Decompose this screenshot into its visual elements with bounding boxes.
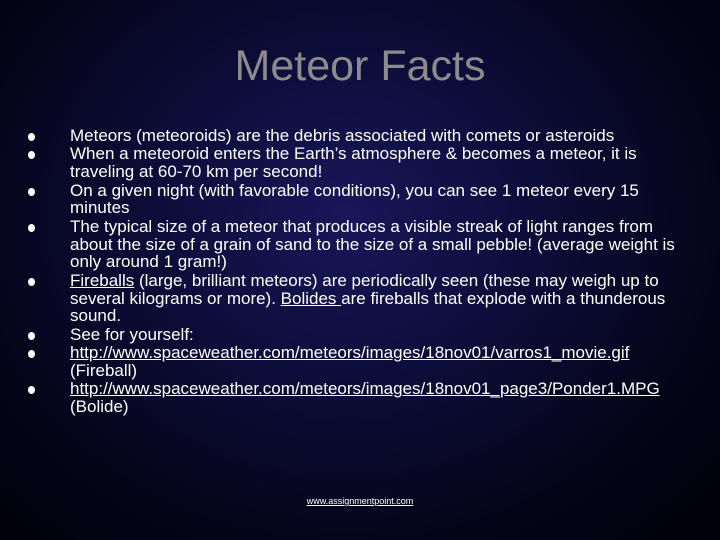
bullet-dot-icon bbox=[28, 224, 35, 232]
bullet-item bbox=[22, 218, 692, 271]
bullet-dot-icon bbox=[28, 386, 35, 394]
bullet-dot-icon bbox=[28, 332, 35, 340]
slide-title: Meteor Facts bbox=[234, 42, 486, 90]
fireball-video-link[interactable]: http://www.spaceweather.com/meteors/images/18nov01/varros1_movie.gif bbox=[70, 343, 630, 363]
bullet-dot-icon bbox=[28, 350, 35, 358]
bullet-item bbox=[22, 344, 692, 380]
fireballs-link[interactable]: Fireballs bbox=[70, 270, 135, 290]
bullet-item bbox=[22, 272, 692, 325]
bullet-text: (Fireball) bbox=[70, 360, 138, 380]
bullet-item bbox=[22, 127, 692, 145]
bullet-text: When a meteoroid enters the Earth’s atmosphere & becomes a meteor, it is traveling at 60-70 km per second! bbox=[70, 144, 637, 182]
bullet-item bbox=[22, 380, 692, 416]
bullet-dot-icon bbox=[28, 278, 35, 286]
footer bbox=[0, 496, 720, 506]
bullet-item bbox=[22, 326, 692, 344]
bullet-dot-icon bbox=[28, 151, 35, 159]
bolides-link[interactable]: Bolides bbox=[280, 288, 342, 308]
bullet-text: Meteors (meteoroids) are the debris associated with comets or asteroids bbox=[70, 126, 615, 145]
bullet-text: The typical size of a meteor that produces a visible streak of light ranges from about the size of a grain of sand to the size of a small pebble! (average weight is only around 1 gram!) bbox=[70, 216, 675, 272]
bullet-text: are fireballs that explode with a thunderous sound. bbox=[70, 288, 666, 326]
bullet-list bbox=[22, 127, 692, 417]
footer-link[interactable]: www.assignmentpoint.com bbox=[306, 496, 414, 506]
bullet-dot-icon bbox=[28, 133, 35, 141]
bullet-text: (Bolide) bbox=[70, 397, 129, 417]
bullet-text: On a given night (with favorable conditions), you can see 1 meteor every 15 minutes bbox=[70, 180, 639, 218]
bullet-item bbox=[22, 145, 692, 181]
bullet-text: See for yourself: bbox=[70, 324, 194, 344]
bullet-item bbox=[22, 182, 692, 218]
bullet-text: (large, brilliant meteors) are periodically seen (these may weigh up to several kilograms or more). bbox=[70, 270, 659, 308]
bullet-dot-icon bbox=[28, 188, 35, 196]
bolide-video-link[interactable]: http://www.spaceweather.com/meteors/images/18nov01_page3/Ponder1.MPG bbox=[70, 379, 660, 399]
